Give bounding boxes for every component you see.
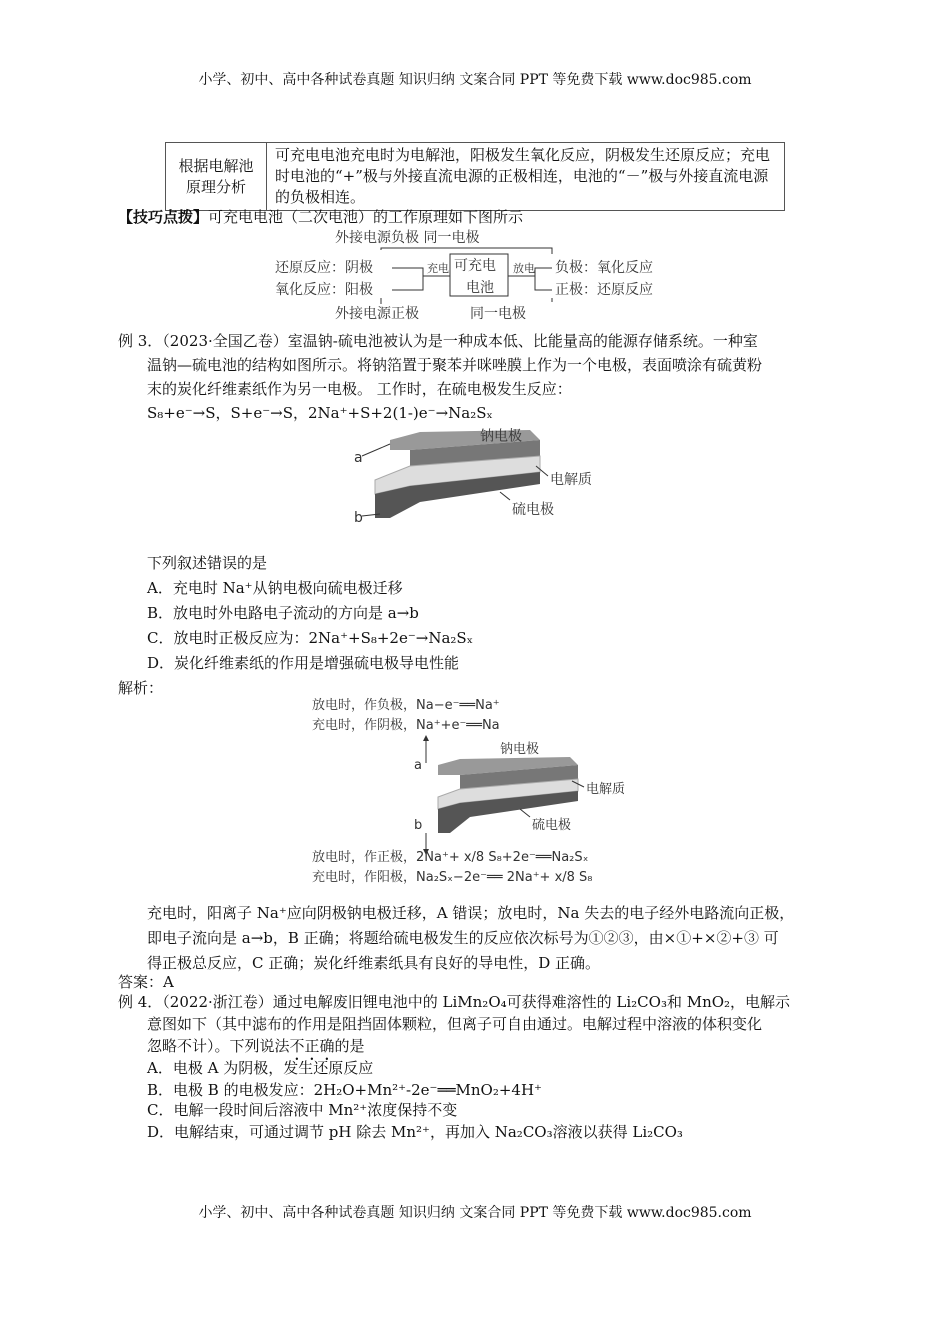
analysis-line: 充电时，阳离子 Na⁺应向阴极钠电极迁移，A 错误；放电时，Na 失去的电子经外电路流向正极， xyxy=(147,904,795,922)
right-label-2: 正极：还原反应 xyxy=(555,282,653,298)
sulfur-electrode-label: 硫电极 xyxy=(512,502,554,518)
tip-label: 【技巧点拨】 xyxy=(118,208,209,226)
left-label-1: 还原反应：阴极 xyxy=(275,260,373,276)
bottom-right-label: 同一电极 xyxy=(470,306,526,322)
ex4-option-a: A．电极 A 为阴极，发生还原反应 xyxy=(147,1059,374,1077)
ex3-option-b: B．放电时外电路电子流动的方向是 a→b xyxy=(147,604,419,622)
electrolyte-label: 电解质 xyxy=(586,782,626,797)
diagram-top-label: 外接电源负极 同一电极 xyxy=(335,230,480,246)
ex4-option-c: C．电解一段时间后溶液中 Mn²⁺浓度保持不变 xyxy=(147,1101,458,1119)
ex3-reactions: S₈+e⁻→S，S+e⁻→S，2Na⁺+S+2(1-)e⁻→Na₂Sₓ xyxy=(147,404,493,422)
analysis-line: 即电子流向是 a→b，B 正确；将题给硫电极发生的反应依次标号为①②③，由×①+×②+③ 可 xyxy=(147,929,779,947)
ex4-emphasis: 不正确 xyxy=(289,1037,335,1055)
box-label-1: 可充电 xyxy=(454,258,496,274)
ex3-option-d: D．炭化纤维素纸的作用是增强硫电极导电性能 xyxy=(147,654,460,672)
ex3-option-c: C．放电时正极反应为：2Na⁺+S₈+2e⁻→Na₂Sₓ xyxy=(147,629,474,647)
discharge-label: 放电 xyxy=(513,262,535,275)
ex4-line: 意图如下（其中滤布的作用是阻挡固体颗粒，但离子可自由通过。电解过程中溶液的体积变化 xyxy=(147,1015,763,1033)
tip-text: 可充电电池（二次电池）的工作原理如下图所示 xyxy=(208,208,524,226)
ex4-line: 例 4．（2022·浙江卷）通过电解废旧锂电池中的 LiMn₂O₄可获得难溶性的 Li₂CO₃和 MnO₂，电解示 xyxy=(118,993,791,1011)
bottom-left-label: 外接电源正极 xyxy=(335,306,419,322)
battery-figure xyxy=(350,422,610,532)
analysis-table xyxy=(165,142,785,211)
charge-label: 充电 xyxy=(427,262,449,275)
battery-analysis-figure xyxy=(310,693,650,893)
table-content: 可充电电池充电时为电解池，阳极发生氧化反应，阴极发生还原反应；充电时电池的“+”极与外接直流电源的正极相连，电池的“－”极与外接直流电源的负极相连。 xyxy=(267,143,785,211)
tip-line xyxy=(118,207,523,227)
terminal-a-label: a xyxy=(414,758,422,773)
ex4-option-b: B．电极 B 的电极发应：2H₂O+Mn²⁺-2e⁻══MnO₂+4H⁺ xyxy=(147,1081,542,1099)
ex3-line: 末的炭化纤维素纸作为另一电极。 工作时，在硫电极发生反应： xyxy=(147,380,572,398)
ex4-text: 忽略不计）。下列说法 xyxy=(147,1037,290,1055)
discharge-anode-eq: 放电时，作负极，Na−e⁻══Na⁺ xyxy=(312,698,500,713)
box-label-2: 电池 xyxy=(466,280,494,296)
page-footer: 小学、初中、高中各种试卷真题 知识归纳 文案合同 PPT 等免费下载 www.doc985.com xyxy=(198,1205,752,1221)
left-label-2: 氧化反应：阳极 xyxy=(275,282,373,298)
diagram-lines xyxy=(381,248,552,304)
ex3-line: 例 3．（2023·全国乙卷）室温钠-硫电池被认为是一种成本低、比能量高的能源存储系统。一种室 xyxy=(118,332,758,350)
sodium-electrode-label: 钠电极 xyxy=(500,742,540,757)
terminal-a-label: a xyxy=(354,450,363,466)
analysis-label: 解析： xyxy=(118,679,164,697)
discharge-cathode-eq: 放电时，作正极，2Na⁺+ x/8 S₈+2e⁻══Na₂Sₓ xyxy=(312,850,589,865)
page-header: 小学、初中、高中各种试卷真题 知识归纳 文案合同 PPT 等免费下载 www.doc985.com xyxy=(198,72,752,88)
ex3-line: 温钠—硫电池的结构如图所示。将钠箔置于聚苯并咪唑膜上作为一个电极，表面喷涂有硫黄粉 xyxy=(147,356,763,374)
ex3-answer: 答案：A xyxy=(118,973,174,991)
terminal-b-label: b xyxy=(414,818,423,833)
charge-anode-eq: 充电时，作阳极，Na₂Sₓ−2e⁻══ 2Na⁺+ x/8 S₈ xyxy=(312,870,593,885)
analysis-line: 得正极总反应，C 正确；炭化纤维素纸具有良好的导电性，D 正确。 xyxy=(147,954,601,972)
charge-discharge-diagram xyxy=(270,226,690,326)
ex3-option-a: A．充电时 Na⁺从钠电极向硫电极迁移 xyxy=(147,579,403,597)
sodium-electrode-label: 钠电极 xyxy=(480,428,522,445)
ex3-question: 下列叙述错误的是 xyxy=(147,554,268,572)
ex4-option-d: D．电解结束，可通过调节 pH 除去 Mn²⁺，再加入 Na₂CO₃溶液以获得 Li₂CO₃ xyxy=(147,1123,683,1141)
table-label: 根据电解池原理分析 xyxy=(166,143,267,211)
terminal-b-label: b xyxy=(354,510,363,526)
ex4-text: 的是 xyxy=(334,1037,365,1055)
electrolyte-label: 电解质 xyxy=(550,472,592,488)
sulfur-electrode-label: 硫电极 xyxy=(532,818,572,833)
charge-cathode-eq: 充电时，作阴极，Na⁺+e⁻══Na xyxy=(312,718,500,733)
right-label-1: 负极：氧化反应 xyxy=(555,260,653,276)
